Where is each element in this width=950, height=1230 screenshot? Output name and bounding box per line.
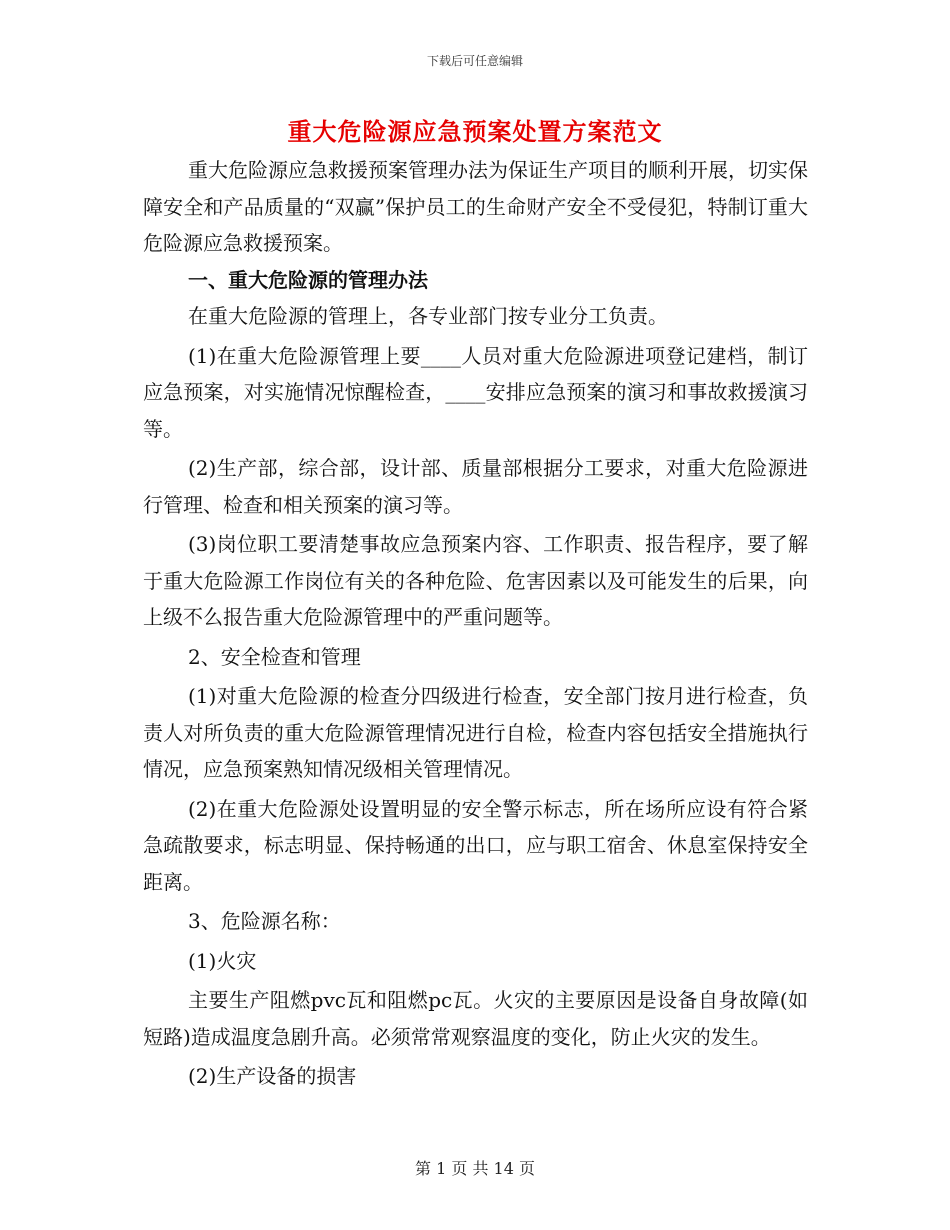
section-heading-3: 3、危险源名称： [188,909,341,933]
paragraph-item-3-2-title: (2)生产设备的损害 [188,1064,357,1088]
paragraph-item-3-1-body: 主要生产阻燃pvc瓦和阻燃pc瓦。火灾的主要原因是设备自身故障(如短路)造成温度急剧升高。必须常常观察温度的变化，防止火灾的发生。 [143,988,808,1049]
intro-paragraph: 重大危险源应急救援预案管理办法为保证生产项目的顺利开展，切实保障安全和产品质量的“双赢”保护员工的生命财产安全不受侵犯，特制订重大危险源应急救援预案。 [143,158,808,255]
paragraph-item-2-2: (2)在重大危险源处设置明显的安全警示标志，所在场所应设有符合紧急疏散要求，标志明显、保持畅通的出口，应与职工宿舍、休息室保持安全距离。 [143,796,808,894]
section-heading-2: 2、安全检查和管理 [188,644,361,669]
paragraph-item-1-1: (1)在重大危险源管理上要____人员对重大危险源进项登记建档，制订应急预案，对实施情况惊醒检查，____安排应急预案的演习和事故救援演习等。 [143,343,808,441]
paragraph-item-1-2: (2)生产部，综合部，设计部、质量部根据分工要求，对重大危险源进行管理、检查和相关预案的演习等。 [143,456,808,517]
paragraph-item-3-1-title: (1)火灾 [188,948,257,973]
document-title: 重大危险源应急预案处置方案范文 [287,117,663,146]
paragraph-item-1-3: (3)岗位职工要清楚事故应急预案内容、工作职责、报告程序，要了解于重大危险源工作岗位有关的各种危险、危害因素以及可能发生的后果，向上级不么报告重大危险源管理中的严重问题等。 [143,532,808,629]
section-heading-1: 一、重大危险源的管理办法 [188,267,428,292]
paragraph-management-division: 在重大危险源的管理上，各专业部门按专业分工负责。 [188,304,668,328]
page-header-note: 下载后可任意编辑 [426,54,523,68]
document-body [143,152,808,1095]
paragraph-item-2-1: (1)对重大危险源的检查分四级进行检查，安全部门按月进行检查，负责人对所负责的重大危险源管理情况进行自检，检查内容包括安全措施执行情况，应急预案熟知情况级相关管理情况。 [143,684,808,781]
page-number: 第 1 页 共 14 页 [415,1159,535,1178]
